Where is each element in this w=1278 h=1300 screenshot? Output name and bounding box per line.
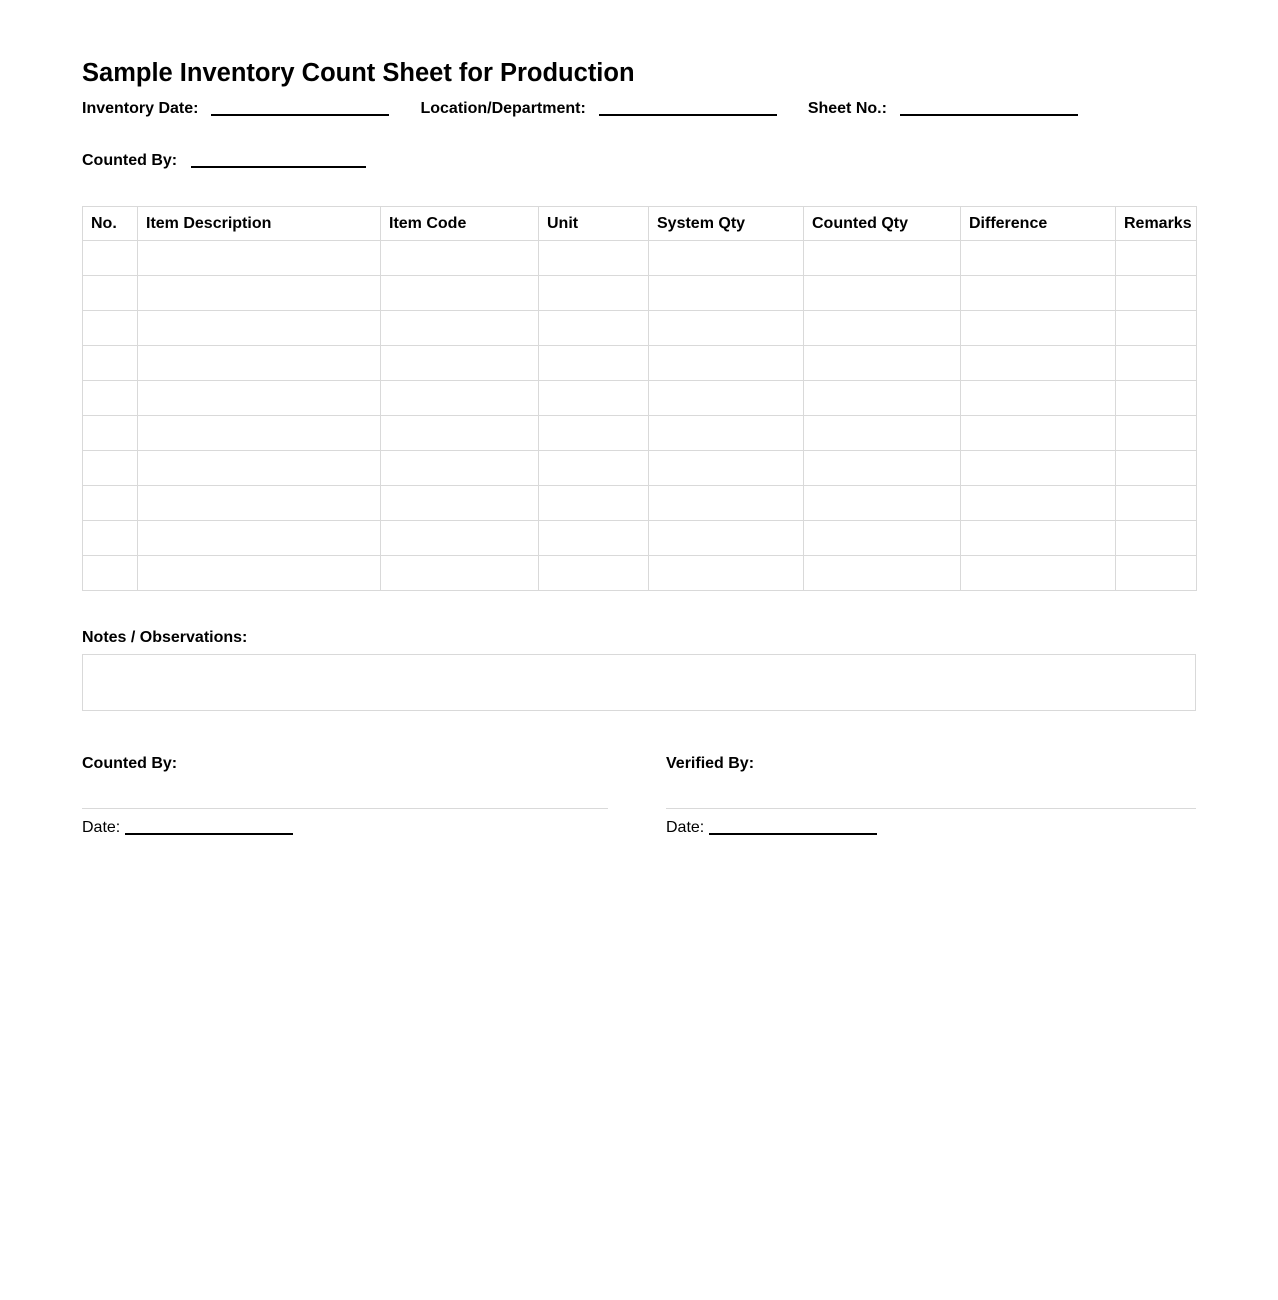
table-cell (961, 276, 1116, 311)
table-cell (381, 276, 539, 311)
table-cell (381, 556, 539, 591)
table-cell (83, 241, 138, 276)
table-cell (1116, 451, 1197, 486)
column-header-system-qty: System Qty (649, 207, 804, 241)
column-header-counted-qty: Counted Qty (804, 207, 961, 241)
table-cell (961, 451, 1116, 486)
table-cell (961, 241, 1116, 276)
table-row (83, 416, 1197, 451)
table-cell (138, 311, 381, 346)
table-row (83, 241, 1197, 276)
table-row (83, 486, 1197, 521)
table-cell (381, 486, 539, 521)
table-cell (539, 451, 649, 486)
table-row (83, 311, 1197, 346)
table-cell (1116, 311, 1197, 346)
table-cell (804, 381, 961, 416)
table-cell (138, 416, 381, 451)
table-cell (1116, 416, 1197, 451)
table-cell (1116, 276, 1197, 311)
page-title: Sample Inventory Count Sheet for Production (82, 59, 635, 87)
counted-by-field-row (82, 151, 366, 170)
table-cell (381, 311, 539, 346)
verified-by-date-line (709, 833, 877, 835)
table-cell (804, 241, 961, 276)
table-cell (961, 381, 1116, 416)
table-cell (961, 416, 1116, 451)
table-cell (649, 451, 804, 486)
location-department-label: Location/Department: (420, 100, 586, 117)
table-row (83, 381, 1197, 416)
table-cell (83, 416, 138, 451)
table-cell (83, 346, 138, 381)
column-header-item-code: Item Code (381, 207, 539, 241)
table-cell (83, 381, 138, 416)
table-cell (1116, 556, 1197, 591)
counted-by-date-row (82, 818, 608, 837)
table-cell (804, 451, 961, 486)
sheet-no-label: Sheet No.: (807, 100, 887, 117)
column-header-item-description: Item Description (138, 207, 381, 241)
table-cell (381, 241, 539, 276)
table-cell (138, 521, 381, 556)
table-row (83, 451, 1197, 486)
location-department-line (599, 114, 777, 116)
table-cell (83, 521, 138, 556)
table-cell (539, 486, 649, 521)
table-cell (961, 521, 1116, 556)
table-cell (539, 241, 649, 276)
table-cell (539, 416, 649, 451)
table-cell (138, 346, 381, 381)
inventory-date-line (211, 114, 389, 116)
table-cell (649, 381, 804, 416)
table-cell (539, 346, 649, 381)
table-cell (649, 416, 804, 451)
column-header-remarks: Remarks (1116, 207, 1197, 241)
notes-observations-label: Notes / Observations: (82, 629, 248, 646)
table-cell (539, 381, 649, 416)
table-cell (649, 311, 804, 346)
table-cell (83, 451, 138, 486)
table-cell (804, 521, 961, 556)
table-cell (138, 276, 381, 311)
verified-by-signature-block (666, 754, 1196, 837)
table-cell (138, 241, 381, 276)
table-cell (83, 311, 138, 346)
table-cell (804, 486, 961, 521)
table-cell (961, 311, 1116, 346)
table-cell (138, 486, 381, 521)
table-cell (381, 521, 539, 556)
table-cell (961, 346, 1116, 381)
table-cell (649, 346, 804, 381)
counted-by-signature-label: Counted By: (82, 755, 178, 772)
column-header-difference: Difference (961, 207, 1116, 241)
table-cell (1116, 346, 1197, 381)
table-header-row (83, 207, 1197, 241)
table-cell (804, 311, 961, 346)
table-cell (804, 346, 961, 381)
counted-by-date-line (125, 833, 293, 835)
table-row (83, 346, 1197, 381)
table-cell (83, 276, 138, 311)
counted-by-signature-block (82, 754, 608, 837)
table-cell (138, 556, 381, 591)
table-cell (649, 521, 804, 556)
table-row (83, 521, 1197, 556)
table-cell (381, 346, 539, 381)
table-cell (1116, 521, 1197, 556)
table-row (83, 556, 1197, 591)
table-cell (1116, 381, 1197, 416)
header-fields-row (82, 99, 1078, 118)
table-cell (1116, 241, 1197, 276)
table-cell (381, 416, 539, 451)
table-cell (649, 486, 804, 521)
column-header-unit: Unit (539, 207, 649, 241)
table-cell (539, 521, 649, 556)
table-cell (539, 276, 649, 311)
verified-by-signature-label: Verified By: (666, 755, 755, 772)
table-cell (804, 556, 961, 591)
inventory-date-label: Inventory Date: (82, 100, 199, 117)
column-header-no: No. (83, 207, 138, 241)
table-cell (83, 556, 138, 591)
counted-by-label: Counted By: (82, 152, 178, 169)
table-cell (1116, 486, 1197, 521)
table-cell (649, 556, 804, 591)
table-cell (539, 556, 649, 591)
verified-by-signature-rule (666, 808, 1196, 809)
counted-by-date-label: Date: (82, 819, 121, 836)
table-body (83, 241, 1197, 591)
table-cell (649, 241, 804, 276)
table-cell (649, 276, 804, 311)
verified-by-date-row (666, 818, 1196, 837)
table-cell (381, 451, 539, 486)
table-cell (138, 451, 381, 486)
table-cell (138, 381, 381, 416)
table-cell (961, 556, 1116, 591)
inventory-count-table (82, 206, 1197, 591)
table-cell (804, 276, 961, 311)
notes-observations-box (82, 654, 1196, 711)
counted-by-line (191, 166, 366, 168)
verified-by-date-label: Date: (666, 819, 705, 836)
table-row (83, 276, 1197, 311)
table-cell (804, 416, 961, 451)
table-cell (83, 486, 138, 521)
sheet-no-line (900, 114, 1078, 116)
table-cell (381, 381, 539, 416)
table-cell (539, 311, 649, 346)
counted-by-signature-rule (82, 808, 608, 809)
table-cell (961, 486, 1116, 521)
